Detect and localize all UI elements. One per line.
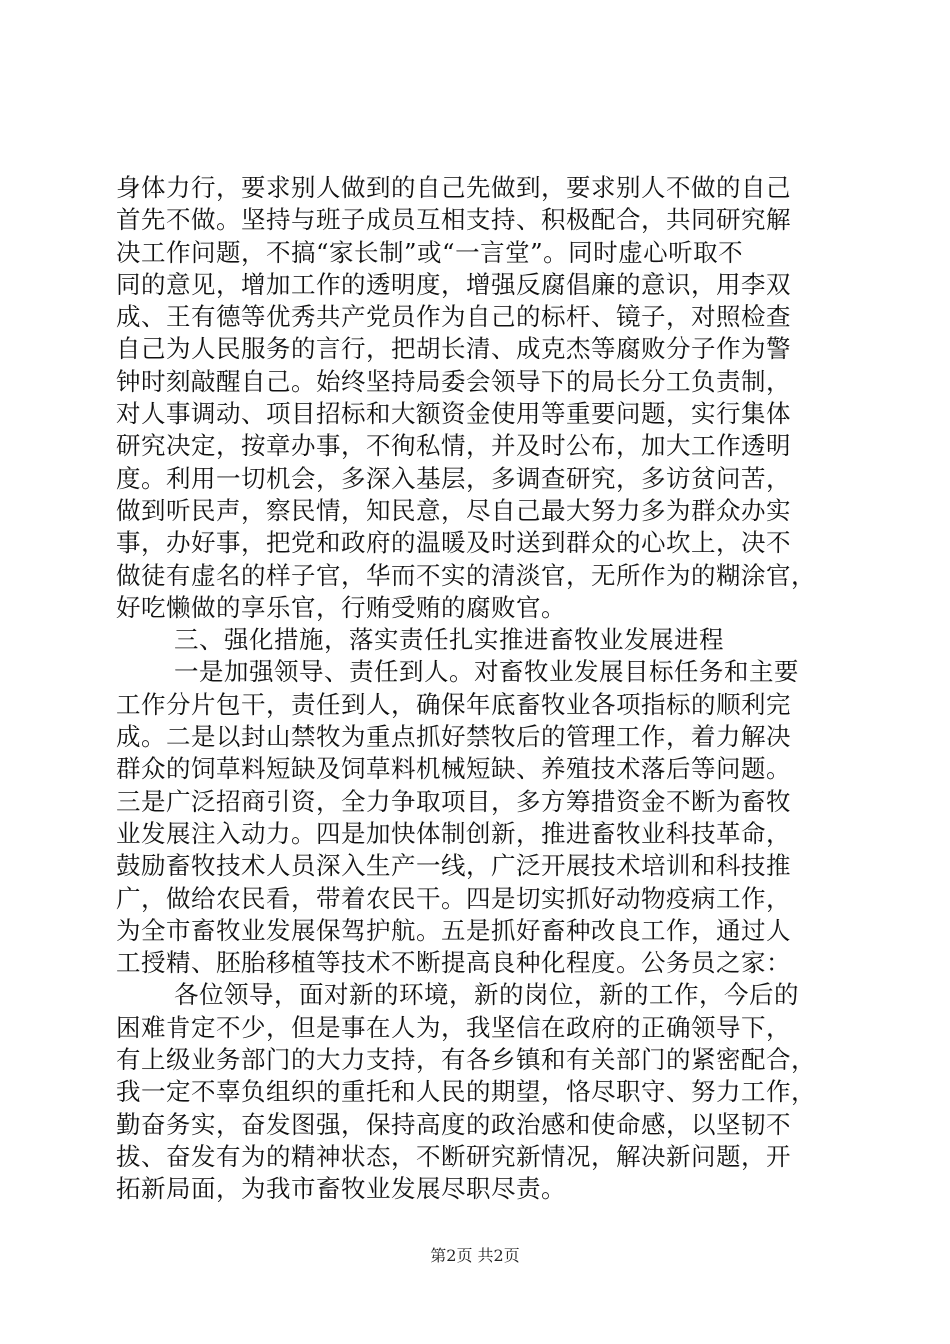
- text-line: 一是加强领导、责任到人。对畜牧业发展目标任务和主要: [174, 657, 799, 687]
- text-line: 做到听民声，察民情，知民意，尽自己最大努力多为群众办实: [116, 495, 791, 525]
- text-line: 钟时刻敲醒自己。始终坚持局委会领导下的局长分工负责制，: [116, 366, 791, 396]
- text-line: 各位领导，面对新的环境，新的岗位，新的工作，今后的: [174, 980, 799, 1010]
- text-line: 成、王有德等优秀共产党员作为自己的标杆、镜子，对照检查: [116, 302, 791, 332]
- text-line: 拔、奋发有为的精神状态，不断研究新情况，解决新问题，开: [116, 1141, 791, 1171]
- text-line: 度。利用一切机会，多深入基层，多调查研究，多访贫问苦，: [116, 463, 791, 493]
- text-line: 群众的饲草料短缺及饲草料机械短缺、养殖技术落后等问题。: [116, 754, 791, 784]
- text-line: 首先不做。坚持与班子成员互相支持、积极配合，共同研究解: [116, 205, 791, 235]
- text-line: 我一定不辜负组织的重托和人民的期望，恪尽职守、努力工作，: [116, 1077, 816, 1107]
- text-line: 同的意见，增加工作的透明度，增强反腐倡廉的意识，用李双: [116, 269, 791, 299]
- text-line: 成。二是以封山禁牧为重点抓好禁牧后的管理工作，着力解决: [116, 722, 791, 752]
- section-heading: 三、强化措施，落实责任扎实推进畜牧业发展进程: [174, 625, 724, 655]
- text-line: 工授精、胚胎移植等技术不断提高良种化程度。公务员之家：: [116, 948, 791, 978]
- text-line: 广，做给农民看，带着农民干。四是切实抓好动物疫病工作，: [116, 883, 791, 913]
- text-line: 为全市畜牧业发展保驾护航。五是抓好畜种改良工作，通过人: [116, 915, 791, 945]
- text-line: 事，办好事，把党和政府的温暖及时送到群众的心坎上，决不: [116, 528, 791, 558]
- text-line: 勤奋务实，奋发图强，保持高度的政治感和使命感，以坚韧不: [116, 1109, 791, 1139]
- text-line: 业发展注入动力。四是加快体制创新，推进畜牧业科技革命，: [116, 818, 791, 848]
- text-line: 工作分片包干，责任到人，确保年底畜牧业各项指标的顺利完: [116, 689, 791, 719]
- page-number-footer: 第2页 共2页: [430, 1246, 520, 1265]
- text-line: 有上级业务部门的大力支持，有各乡镇和有关部门的紧密配合，: [116, 1045, 816, 1075]
- body-text: [116, 172, 856, 1206]
- text-line: 决工作问题，不搞“家长制”或“一言堂”。同时虚心听取不: [116, 237, 744, 267]
- text-line: 三是广泛招商引资，全力争取项目，多方筹措资金不断为畜牧: [116, 786, 791, 816]
- text-line: 困难肯定不少，但是事在人为，我坚信在政府的正确领导下，: [116, 1012, 791, 1042]
- text-line: 鼓励畜牧技术人员深入生产一线，广泛开展技术培训和科技推: [116, 851, 791, 881]
- text-line: 做徒有虚名的样子官，华而不实的清淡官，无所作为的糊涂官，: [116, 560, 816, 590]
- text-line: 对人事调动、项目招标和大额资金使用等重要问题，实行集体: [116, 399, 791, 429]
- text-line: 好吃懒做的享乐官，行贿受贿的腐败官。: [116, 592, 566, 622]
- text-line: 拓新局面，为我市畜牧业发展尽职尽责。: [116, 1174, 566, 1204]
- text-line: 研究决定，按章办事，不徇私情，并及时公布，加大工作透明: [116, 431, 791, 461]
- text-line: 身体力行，要求别人做到的自己先做到，要求别人不做的自己: [116, 173, 791, 202]
- text-line: 自己为人民服务的言行，把胡长清、成克杰等腐败分子作为警: [116, 334, 791, 364]
